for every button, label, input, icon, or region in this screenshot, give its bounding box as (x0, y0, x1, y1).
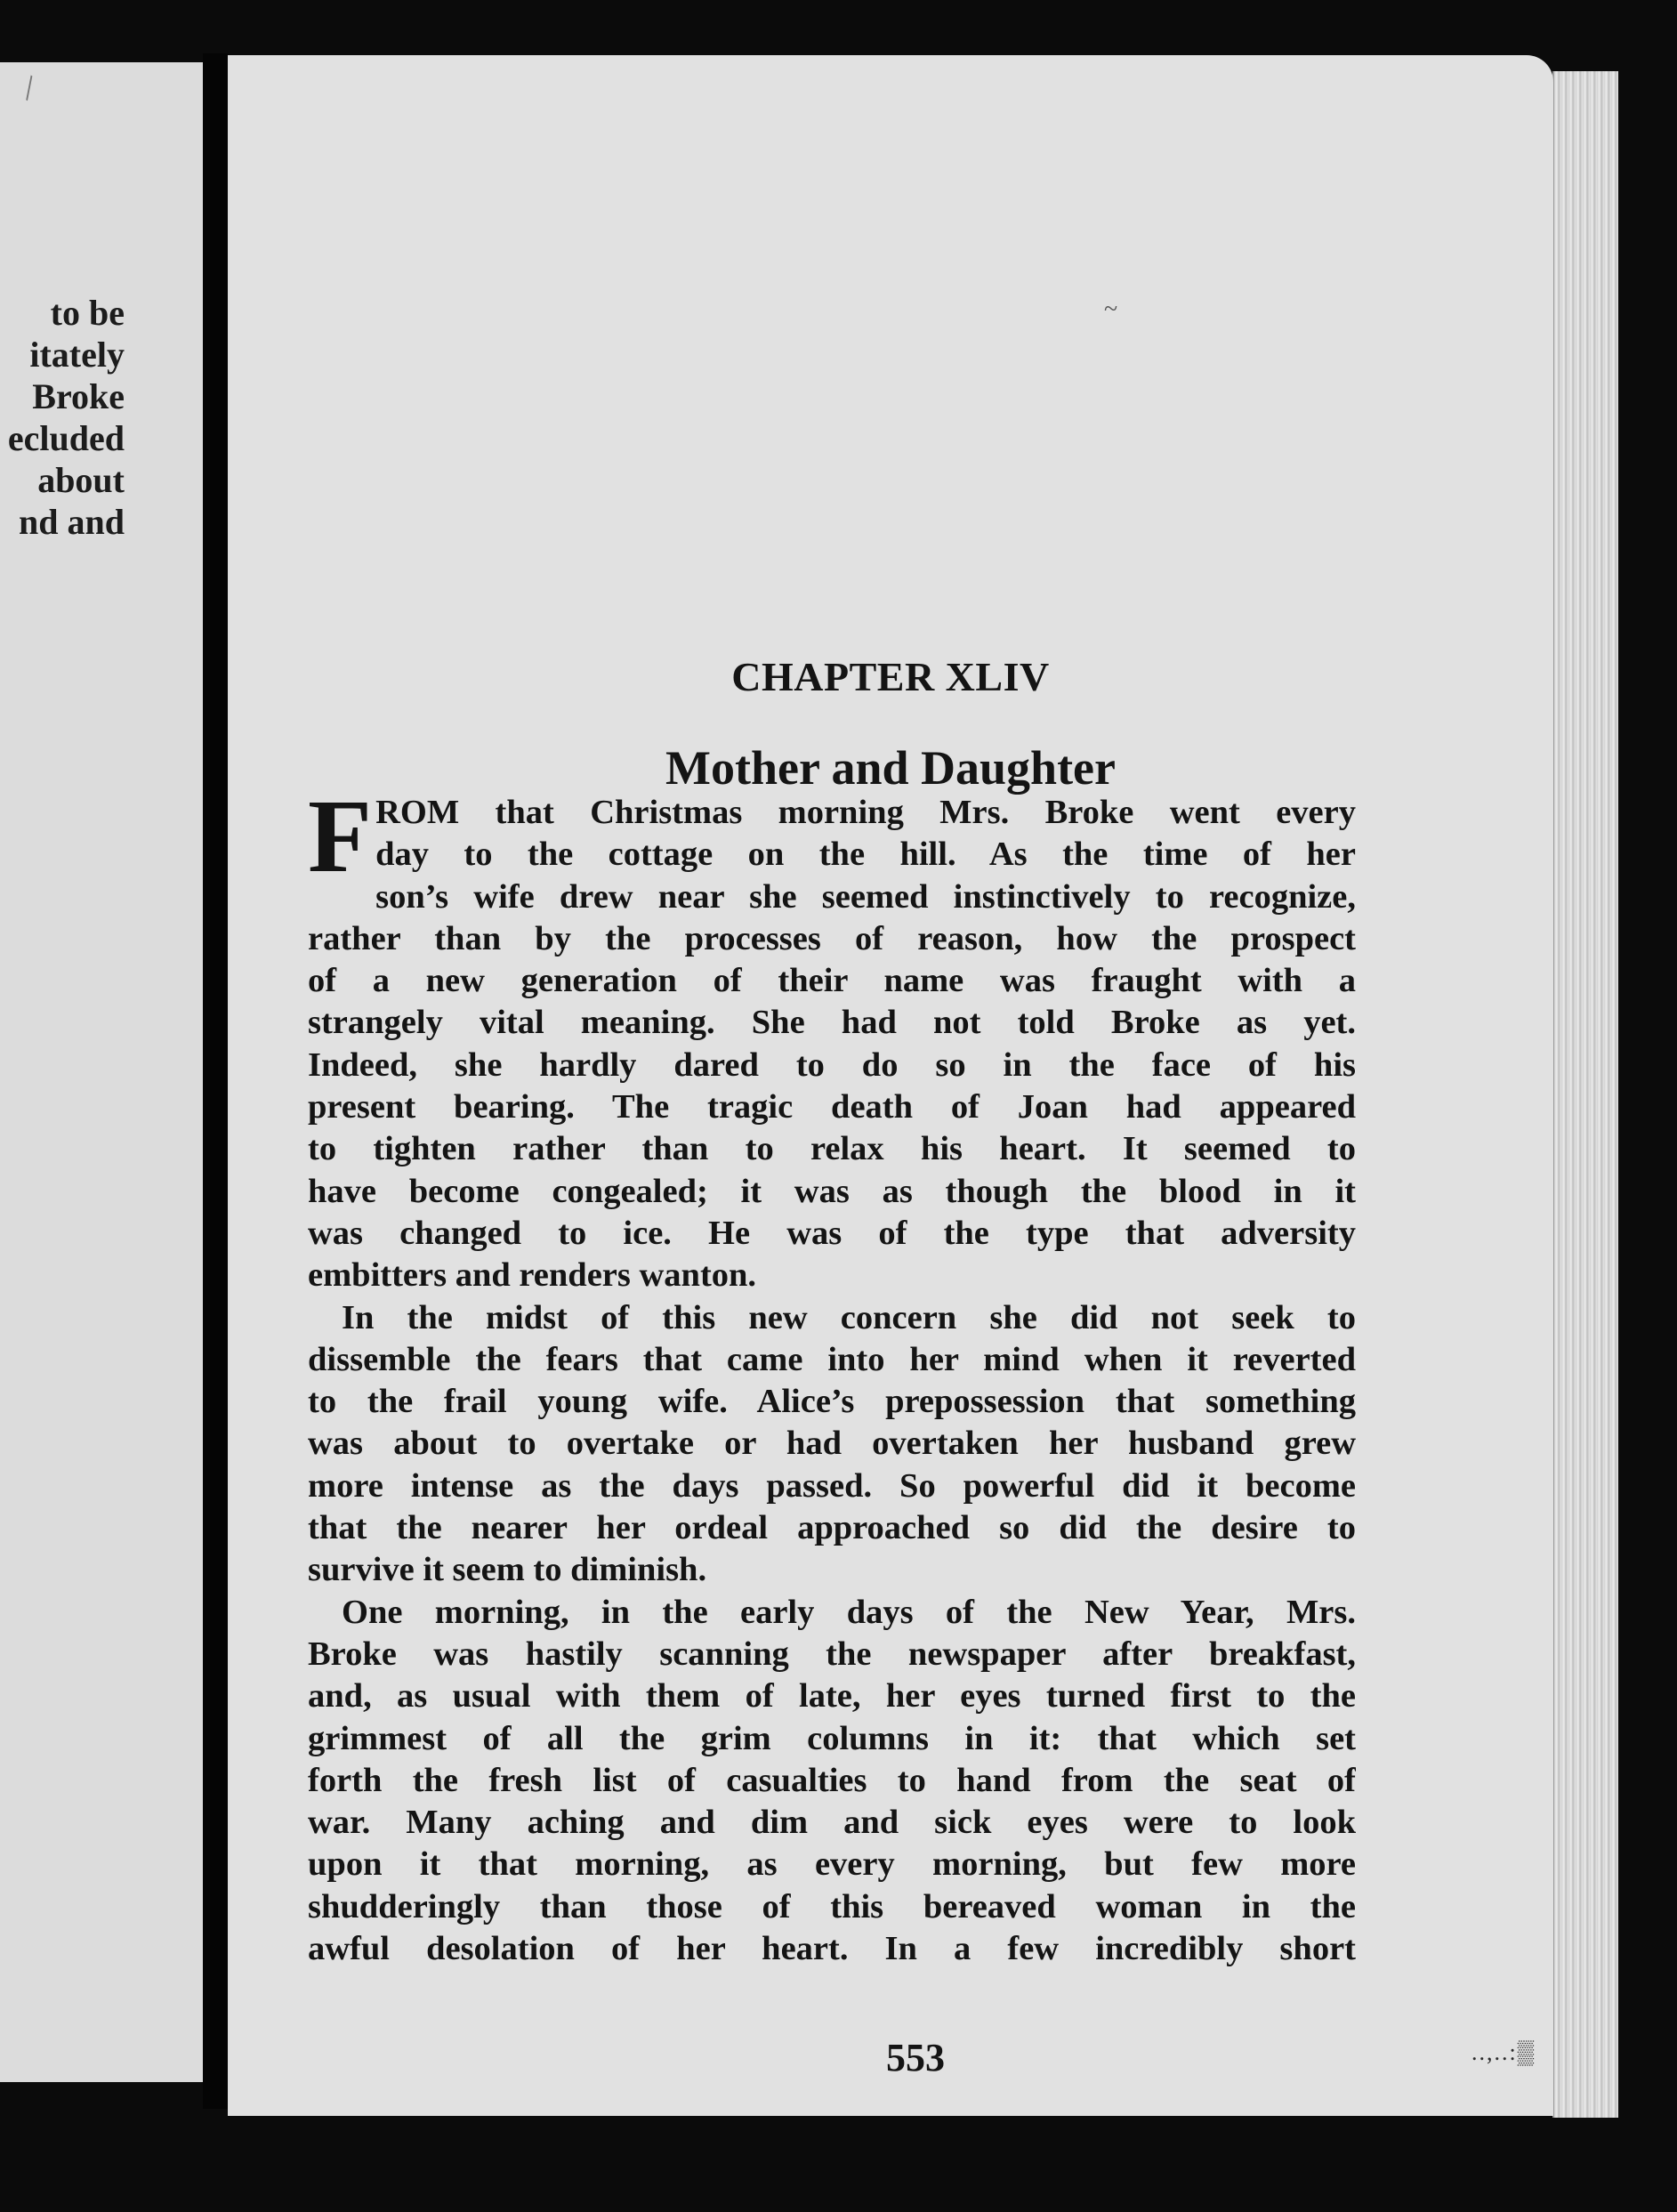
text-line: of a new generation of their name was fraught with a (308, 962, 1356, 1000)
text-line: Indeed, she hardly dared to do so in the face of his (308, 1045, 1356, 1084)
text-line: awful desolation of her heart. In a few incredibly short (308, 1930, 1356, 1968)
text-line: strangely vital meaning. She had not told Broke as yet. (308, 1004, 1356, 1042)
left-page (0, 62, 203, 2082)
left-line: itately (29, 335, 125, 375)
text-line: shudderingly than those of this bereaved woman in the (308, 1887, 1356, 1925)
text-line: ROM that Christmas morning Mrs. Broke went every (375, 794, 1356, 831)
text-line: war. Many aching and dim and sick eyes were to look (308, 1804, 1356, 1842)
ink-smudge: ..,..:▒ (1471, 2039, 1536, 2065)
left-line: about (37, 460, 125, 500)
text-line: Broke was hastily scanning the newspaper after breakfast, (308, 1635, 1356, 1673)
text-line: embitters and renders wanton. (308, 1256, 757, 1295)
text-line: and, as usual with them of late, her eyes turned first to the (308, 1677, 1356, 1716)
text-line: upon it that morning, as every morning, but few more (308, 1845, 1356, 1884)
left-line: ecluded (7, 418, 125, 458)
text-line: survive it seem to diminish. (308, 1551, 707, 1589)
text-line: day to the cottage on the hill. As the time of her (375, 836, 1356, 874)
text-line: One morning, in the early days of the New Year, Mrs. (342, 1593, 1356, 1631)
left-line: Broke (32, 376, 125, 416)
chapter-heading: CHAPTER XLIV (731, 654, 1050, 699)
text-line: grimmest of all the grim columns in it: that which set (308, 1719, 1356, 1757)
text-line: son’s wife drew near she seemed instinctively to recognize, (375, 877, 1356, 916)
book-gutter (203, 53, 228, 2109)
text-line: present bearing. The tragic death of Joan had appeared (308, 1088, 1356, 1126)
paragraph-1 (308, 778, 1356, 1297)
text-line: was changed to ice. He was of the type that adversity (308, 1214, 1356, 1252)
text-line: to the frail young wife. Alice’s prepossession that something (308, 1383, 1356, 1421)
paragraph-3 (308, 1592, 1356, 1971)
paragraph-2 (308, 1297, 1356, 1592)
text-line: rather than by the processes of reason, how the prospect (308, 919, 1356, 957)
left-line: nd and (19, 502, 125, 542)
page-edges (1552, 71, 1618, 2118)
left-page-mark: \ (15, 68, 44, 108)
page-number: 553 (886, 2036, 945, 2079)
text-line: was about to overtake or had overtaken her husband grew (308, 1425, 1356, 1463)
text-line: more intense as the days passed. So powerful did it become (308, 1466, 1356, 1505)
text-line: dissemble the fears that came into her mind when it reverted (308, 1340, 1356, 1378)
left-page-text (8, 292, 125, 543)
stray-mark: ~ (1104, 295, 1118, 323)
text-line: to tighten rather than to relax his heart. It seemed to (308, 1130, 1356, 1168)
text-line: have become congealed; it was as though the blood in it (308, 1172, 1356, 1210)
text-line: In the midst of this new concern she did not seek to (342, 1298, 1356, 1336)
chapter-body (308, 778, 1356, 1970)
text-line: that the nearer her ordeal approached so did the desire to (308, 1509, 1356, 1547)
drop-cap: F (308, 778, 373, 894)
left-line: to be (50, 293, 125, 333)
text-line: forth the fresh list of casualties to hand from the seat of (308, 1761, 1356, 1799)
chapter-title: Mother and Daughter (665, 741, 1116, 795)
